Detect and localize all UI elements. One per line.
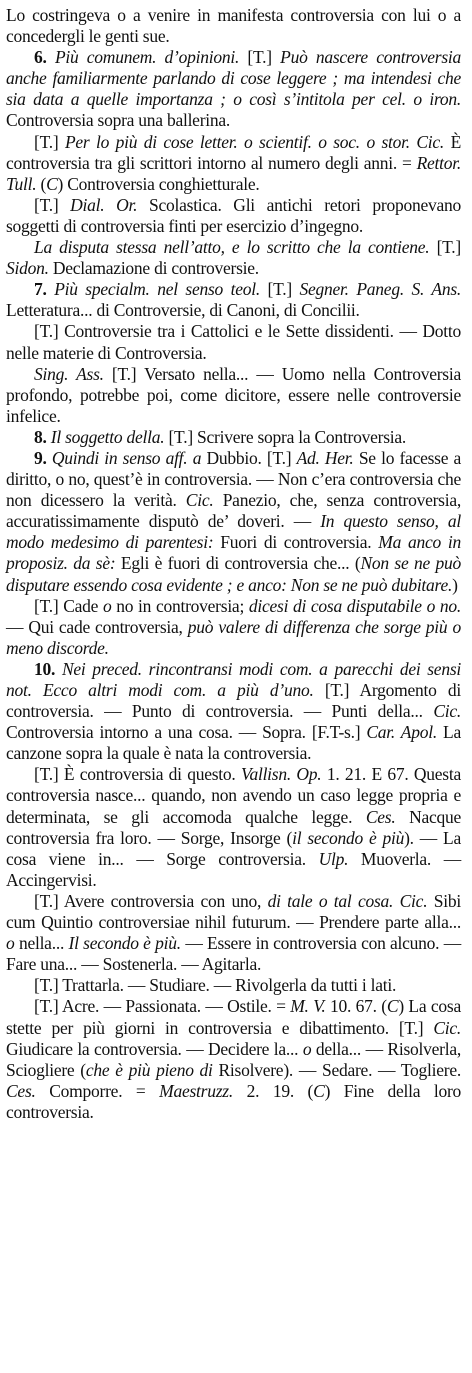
italic-text: Vallisn. Op.: [240, 764, 327, 785]
sense-number: 8.: [34, 426, 51, 447]
italic-text: Il soggetto della.: [50, 426, 169, 447]
entry-paragraph: [6, 448, 461, 596]
entry-paragraph: [6, 279, 461, 321]
italic-text: La disputa stessa nell’atto, e lo scritto che la contiene.: [34, 237, 437, 258]
body-text: [T.] Avere controversia con uno,: [34, 890, 268, 911]
body-text: ): [452, 574, 458, 595]
italic-text: Ad. Her.: [296, 447, 359, 468]
body-text: È controversia tra gli scrittori intorno al numero degli anni. =: [6, 131, 462, 173]
body-text: ). — La cosa viene in... — Sorge controversia.: [6, 827, 461, 869]
body-text: [T.]: [34, 194, 71, 215]
entry-paragraph: [6, 5, 461, 47]
body-text: Se lo facesse a diritto, o no, quest’è in controversia. — Non c’era controversia che non dicessero la verità.: [6, 447, 462, 511]
body-text: Egli è fuori di controversia che... (: [120, 553, 361, 574]
entry-paragraph: [6, 596, 461, 659]
italic-text: Rettor. Tull.: [6, 152, 461, 194]
entry-paragraph: [6, 364, 461, 427]
italic-text: Cic.: [433, 701, 461, 722]
italic-text: o: [102, 595, 117, 616]
body-text: Lo costringeva o a venire in manifesta controversia con lui o a concedergli le genti sue.: [6, 5, 461, 47]
body-text: Dubbio. [T.]: [206, 447, 297, 468]
body-text: [T.] Cade: [34, 595, 103, 616]
body-text: Nacque controversia fra loro. — Sorge, Insorge (: [6, 806, 462, 848]
body-text: Fuori di controversia.: [220, 532, 379, 553]
italic-text: dicesi di cosa disputabile o no.: [248, 595, 461, 616]
body-text: Panezio, che, senza controversia, accuratissimamente disputò de’ doveri. —: [6, 490, 461, 532]
body-text: (: [40, 173, 47, 194]
body-text: nella...: [18, 933, 69, 954]
italic-text: Nei preced. rincontransi modi com. a parecchi dei sensi not. Ecco altri modi com. a più d’uno.: [6, 658, 461, 700]
body-text: — Essere in controversia con alcuno. — Fare una... — Sostenerla. — Agitarla.: [6, 933, 461, 975]
sense-number: 10.: [34, 658, 62, 679]
italic-text: Segner. Paneg. S. Ans.: [299, 279, 461, 300]
body-text: ) Fine della loro controversia.: [6, 1080, 462, 1122]
body-text: [T.]: [34, 131, 65, 152]
italic-text: Per lo più di cose letter. o scientif. o soc. o stor. Cic.: [64, 131, 451, 152]
body-text: [T.] Acre. — Passionata. — Ostile. =: [34, 996, 291, 1017]
body-text: — Qui cade controversia,: [6, 616, 188, 637]
italic-text: Può nascere controversia anche familiarmente parlando di cose leggere ; ma intendesi che sia data a quelle importanza ; o così s’intitola per cel. o iron.: [6, 47, 462, 110]
italic-text: Il secondo è più.: [68, 933, 186, 954]
italic-text: Sing. Ass.: [34, 363, 112, 384]
sense-number: 6.: [34, 47, 55, 68]
body-text: Sibi cum Quintio controversiae nihil futurum. — Prendere parte alla...: [6, 890, 461, 933]
body-text: [T.]: [247, 47, 281, 68]
body-text: 1. 21. E 67. Questa controversia nasce... quando, non avendo un caso legge propria e determinata, se gli accomoda qualche legge.: [6, 764, 461, 827]
body-text: 2. 19. (: [246, 1080, 314, 1101]
italic-text: Cic.: [185, 490, 223, 511]
entry-paragraph: [6, 427, 461, 448]
body-text: ) Controversia conghietturale.: [57, 173, 260, 194]
body-text: Comporre. =: [49, 1080, 160, 1101]
italic-text: In questo senso, al modo medesimo di parentesi:: [6, 511, 461, 553]
body-text: 10. 67. (: [330, 996, 387, 1017]
italic-text: Ma anco in proposiz. da sè:: [6, 532, 461, 574]
entry-paragraph: [6, 659, 461, 764]
body-text: Muoverla. — Accingervisi.: [6, 848, 461, 890]
italic-text: Non se ne può disputare essendo cosa evidente ; e anco: Non se ne può dubitare.: [6, 553, 461, 595]
body-text: Giudicare la controversia. — Decidere la...: [6, 1038, 303, 1059]
body-text: La canzone sopra la quale è nata la controversia.: [6, 722, 461, 764]
body-text: [T.]: [436, 237, 461, 258]
italic-text: Sidon.: [6, 258, 53, 279]
italic-text: il secondo è più: [292, 827, 405, 848]
italic-text: Quindi in senso aff. a: [51, 447, 207, 468]
italic-text: M. V.: [290, 996, 331, 1017]
body-text: [T.] Argomento di controversia. — Punto di controversia. — Punti della...: [6, 680, 462, 722]
body-text: [T.] Controversie tra i Cattolici e le Sette dissidenti. — Dotto nelle materie di Controversia.: [6, 321, 461, 363]
italic-text: o: [302, 1038, 316, 1059]
sense-number: 9.: [34, 447, 52, 468]
body-text: no in controversia;: [116, 595, 249, 616]
italic-text: di tale o tal cosa. Cic.: [267, 890, 434, 911]
italic-text: Ces.: [365, 806, 410, 827]
italic-text: Dial. Or.: [70, 194, 149, 215]
body-text: ) La cosa stette per più giorni in controversia e dibattimento. [T.]: [6, 996, 461, 1038]
body-text: della... — Risolverla, Sciogliere (: [6, 1038, 461, 1080]
italic-text: C: [46, 173, 58, 194]
entry-paragraph: [6, 132, 461, 195]
italic-text: può valere di differenza che sorge più o meno discorde.: [6, 616, 461, 658]
italic-text: C: [386, 996, 399, 1017]
entry-paragraph: [6, 996, 461, 1123]
italic-text: Cic.: [433, 1017, 461, 1038]
entry-paragraph: [6, 195, 461, 237]
body-text: [T.] Versato nella... — Uomo nella Controversia profondo, potrebbe poi, come dicitore, essere nelle controversie infelice.: [6, 363, 461, 426]
sense-number: 7.: [34, 279, 55, 300]
body-text: [T.] Scrivere sopra la Controversia.: [168, 426, 407, 447]
italic-text: Ces.: [6, 1080, 50, 1101]
body-text: [T.]: [267, 279, 300, 300]
italic-text: Ulp.: [318, 848, 361, 869]
entry-paragraph: [6, 891, 461, 975]
italic-text: Car. Apol.: [366, 722, 444, 743]
body-text: Risolvere). — Sedare. — Togliere.: [218, 1059, 461, 1080]
italic-text: Maestruzz.: [159, 1080, 247, 1101]
body-text: Declamazione di controversie.: [52, 258, 259, 279]
entry-paragraph: [6, 47, 461, 131]
body-text: Controversia sopra una ballerina.: [6, 110, 231, 131]
body-text: Scolastica. Gli antichi retori proponevano soggetti di controversia finti per esercizio d’ingegno.: [6, 194, 461, 236]
entry-paragraph: [6, 237, 461, 279]
body-text: [T.] È controversia di questo.: [34, 764, 241, 785]
italic-text: Più comunem. d’opinioni.: [54, 47, 248, 68]
italic-text: che è più pieno di: [85, 1059, 219, 1080]
italic-text: C: [313, 1080, 325, 1101]
body-text: Controversia intorno a una cosa. — Sopra. [F.T-s.]: [6, 722, 367, 743]
body-text: Letteratura... di Controversie, di Canoni, di Concilii.: [6, 300, 360, 321]
entry-paragraph: [6, 321, 461, 363]
italic-text: Più specialm. nel senso teol.: [54, 279, 268, 300]
entry-paragraph: [6, 975, 461, 996]
body-text: [T.] Trattarla. — Studiare. — Rivolgerla da tutti i lati.: [34, 975, 397, 996]
entry-paragraph: [6, 764, 461, 891]
italic-text: o: [6, 933, 19, 954]
